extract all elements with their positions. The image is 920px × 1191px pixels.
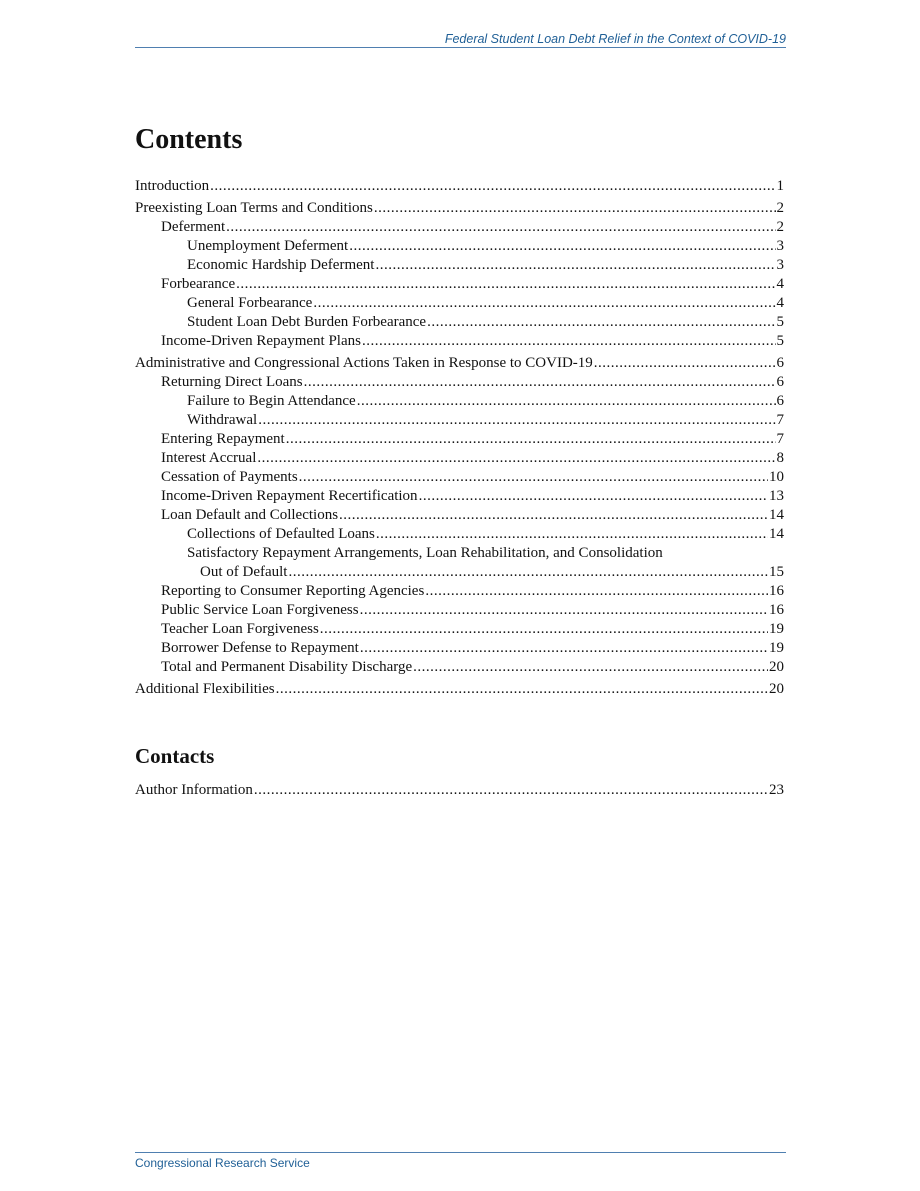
toc-entry-title: Returning Direct Loans xyxy=(161,374,303,390)
toc-entry[interactable] xyxy=(135,392,784,411)
contents-heading: Contents xyxy=(135,124,243,155)
dot-leader xyxy=(236,275,775,294)
toc-entry[interactable] xyxy=(135,411,784,430)
toc-entry[interactable] xyxy=(135,256,784,275)
dot-leader xyxy=(286,430,776,449)
toc-entry-title: Additional Flexibilities xyxy=(135,681,275,697)
dot-leader xyxy=(360,601,768,620)
toc-entry-title: Withdrawal xyxy=(187,412,258,428)
toc-entry[interactable] xyxy=(135,680,784,699)
dot-leader xyxy=(374,199,776,218)
dot-leader xyxy=(349,237,775,256)
dot-leader xyxy=(594,354,776,373)
dot-leader xyxy=(257,449,775,468)
toc-entry[interactable] xyxy=(135,781,784,800)
toc-entry[interactable] xyxy=(135,620,784,639)
toc-entry-page: 4 xyxy=(776,276,784,292)
toc-entry-page: 10 xyxy=(769,469,784,485)
toc-entry-page: 7 xyxy=(776,412,784,428)
header-rule xyxy=(135,47,786,48)
toc-entry-title: Administrative and Congressional Actions Taken in Response to COVID-19 xyxy=(135,355,593,371)
dot-leader xyxy=(320,620,768,639)
toc-entry-title: Unemployment Deferment xyxy=(187,238,349,254)
toc-entry[interactable] xyxy=(135,468,784,487)
toc-entry-title: Preexisting Loan Terms and Conditions xyxy=(135,200,373,216)
toc-entry[interactable] xyxy=(135,354,784,373)
footer-rule xyxy=(135,1152,786,1153)
toc-entry-page: 5 xyxy=(776,333,784,349)
toc-entry-title-continuation: Out of Default xyxy=(200,564,288,580)
contacts-list xyxy=(135,778,784,800)
toc-entry-title: Entering Repayment xyxy=(161,431,285,447)
toc-entry[interactable] xyxy=(135,525,784,544)
toc-entry-page: 14 xyxy=(769,507,784,523)
toc-entry-page: 2 xyxy=(776,200,784,216)
toc-entry-title: Income-Driven Repayment Recertification xyxy=(161,488,418,504)
contacts-heading: Contacts xyxy=(135,744,215,768)
toc-entry[interactable] xyxy=(135,449,784,468)
dot-leader xyxy=(226,218,775,237)
toc-entry[interactable] xyxy=(135,506,784,525)
toc-entry-page: 6 xyxy=(776,374,784,390)
dot-leader xyxy=(425,582,768,601)
dot-leader xyxy=(339,506,768,525)
toc-entry-title: Loan Default and Collections xyxy=(161,507,339,523)
dot-leader xyxy=(375,256,775,275)
dot-leader xyxy=(254,781,768,800)
toc-entry[interactable] xyxy=(135,487,784,506)
toc-entry[interactable] xyxy=(135,177,784,196)
toc-entry-page: 2 xyxy=(776,219,784,235)
toc-entry[interactable] xyxy=(135,199,784,218)
toc-entry-title: Collections of Defaulted Loans xyxy=(187,526,375,542)
toc-entry-page: 19 xyxy=(769,640,784,656)
running-header: Federal Student Loan Debt Relief in the Context of COVID-19 xyxy=(444,32,786,46)
toc-entry[interactable] xyxy=(135,544,784,582)
toc-entry[interactable] xyxy=(135,332,784,351)
toc-entry-continuation xyxy=(135,563,784,582)
dot-leader xyxy=(299,468,768,487)
toc-entry-title: Interest Accrual xyxy=(161,450,257,466)
footer-org: Congressional Research Service xyxy=(135,1156,310,1170)
toc-entry[interactable] xyxy=(135,658,784,677)
toc-entry-page: 6 xyxy=(776,393,784,409)
dot-leader xyxy=(362,332,776,351)
toc-entry[interactable] xyxy=(135,294,784,313)
toc-entry[interactable] xyxy=(135,373,784,392)
dot-leader xyxy=(276,680,768,699)
toc-entry-page: 20 xyxy=(769,659,784,675)
toc-entry[interactable] xyxy=(135,582,784,601)
toc-entry-page: 8 xyxy=(776,450,784,466)
toc-entry-title: Teacher Loan Forgiveness xyxy=(161,621,319,637)
toc-entry-title: Income-Driven Repayment Plans xyxy=(161,333,361,349)
toc-entry-page: 7 xyxy=(776,431,784,447)
dot-leader xyxy=(210,177,775,196)
toc-entry-title: Borrower Defense to Repayment xyxy=(161,640,359,656)
toc-entry-title: Total and Permanent Disability Discharge xyxy=(161,659,413,675)
table-of-contents xyxy=(135,174,784,699)
toc-entry-title: Forbearance xyxy=(161,276,236,292)
toc-entry-page: 15 xyxy=(769,564,784,580)
toc-entry-page: 13 xyxy=(769,488,784,504)
toc-entry-title: Satisfactory Repayment Arrangements, Loan Rehabilitation, and Consolidation xyxy=(187,545,663,561)
toc-entry-page: 1 xyxy=(776,178,784,194)
toc-entry-title: Student Loan Debt Burden Forbearance xyxy=(187,314,427,330)
toc-entry[interactable] xyxy=(135,218,784,237)
dot-leader xyxy=(313,294,775,313)
toc-entry-title: Economic Hardship Deferment xyxy=(187,257,375,273)
toc-entry-page: 14 xyxy=(769,526,784,542)
toc-entry-page: 3 xyxy=(776,257,784,273)
toc-entry-page: 4 xyxy=(776,295,784,311)
toc-entry-title: Deferment xyxy=(161,219,226,235)
toc-entry[interactable] xyxy=(135,275,784,294)
toc-entry[interactable] xyxy=(135,313,784,332)
toc-entry-title: Reporting to Consumer Reporting Agencies xyxy=(161,583,425,599)
toc-entry-page: 6 xyxy=(776,355,784,371)
toc-entry-page: 3 xyxy=(776,238,784,254)
toc-entry-title: General Forbearance xyxy=(187,295,313,311)
toc-entry-page: 16 xyxy=(769,602,784,618)
toc-entry-page: 20 xyxy=(769,681,784,697)
toc-entry[interactable] xyxy=(135,430,784,449)
toc-entry-page: 5 xyxy=(776,314,784,330)
toc-entry-title: Public Service Loan Forgiveness xyxy=(161,602,359,618)
toc-entry-page: 19 xyxy=(769,621,784,637)
toc-entry[interactable] xyxy=(135,237,784,256)
toc-entry-title: Cessation of Payments xyxy=(161,469,298,485)
dot-leader xyxy=(360,639,768,658)
toc-entry-title: Author Information xyxy=(135,782,253,798)
dot-leader xyxy=(258,411,775,430)
toc-entry-title: Introduction xyxy=(135,178,210,194)
dot-leader xyxy=(413,658,768,677)
toc-entry-page: 23 xyxy=(769,782,784,798)
dot-leader xyxy=(288,563,768,582)
dot-leader xyxy=(357,392,776,411)
dot-leader xyxy=(376,525,768,544)
toc-entry-title: Failure to Begin Attendance xyxy=(187,393,356,409)
toc-entry[interactable] xyxy=(135,601,784,620)
dot-leader xyxy=(304,373,776,392)
toc-entry-page: 16 xyxy=(769,583,784,599)
dot-leader xyxy=(419,487,768,506)
toc-entry[interactable] xyxy=(135,639,784,658)
dot-leader xyxy=(427,313,775,332)
